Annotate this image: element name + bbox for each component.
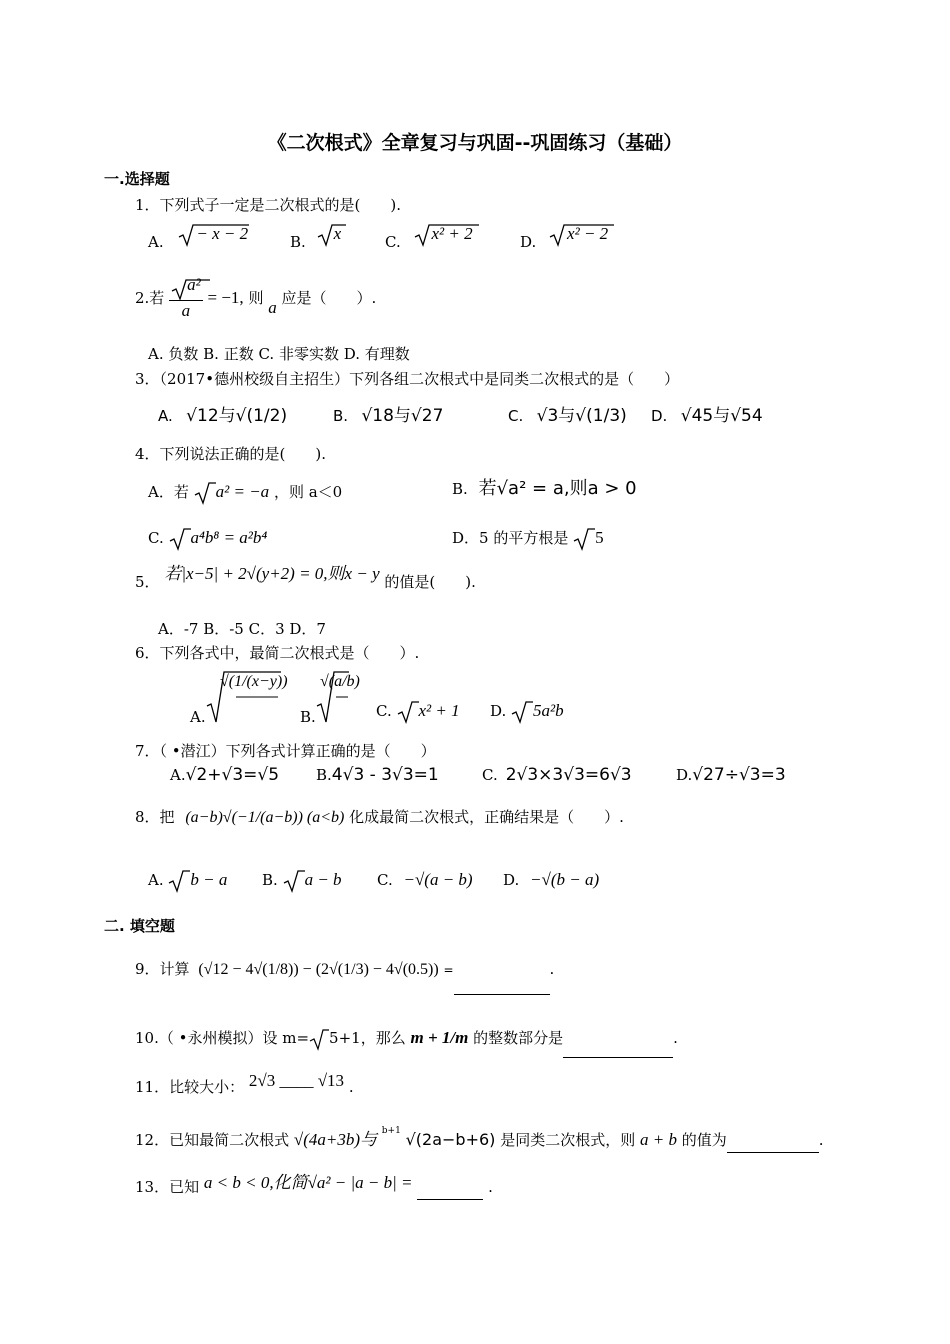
q2-denominator: a: [181, 300, 191, 320]
q6-stem: 6．下列各式中，最简二次根式是（ ）.: [135, 644, 420, 662]
q3-label-d: D.: [651, 407, 668, 425]
q3-stem: 3．（2017•德州校级自主招生）下列各组二次根式中是同类二次根式的是（ ）: [135, 370, 680, 388]
q12-row: [135, 1124, 824, 1153]
q3-b-expr: √18与√27: [361, 406, 444, 426]
q11-expr: 2√3 ____ √13: [248, 1071, 345, 1090]
q1-d-expr: x² − 2: [567, 224, 609, 243]
q4-a-radical-sign: [194, 481, 216, 505]
q6-label-c: C.: [376, 702, 392, 720]
q1-c-expr: x² + 2: [431, 224, 473, 243]
section-fill-heading: 二. 填空题: [104, 917, 175, 935]
q1-option-c: [385, 224, 480, 251]
q8-option-c: [377, 868, 473, 892]
q12-prefix: 12．已知最简二次根式: [135, 1131, 290, 1149]
q4-a-tail: ，则 a＜0: [273, 483, 343, 501]
section-choice-heading: 一.选择题: [104, 170, 170, 188]
q6-d-expr: 5a²b: [533, 701, 564, 720]
q9-dot: .: [549, 960, 555, 978]
q1-option-d: [520, 224, 615, 251]
q4-a-expr: a² = −a: [215, 482, 270, 501]
q3-option-c: [508, 398, 627, 434]
q8-row: [135, 792, 624, 842]
q8-option-b: [262, 868, 342, 893]
q11-row: [135, 1071, 354, 1100]
q1-label-c: C.: [385, 233, 401, 251]
q6-label-d: D.: [490, 702, 507, 720]
q4-c-expr: a⁴b⁸ = a²b⁴: [190, 528, 268, 547]
q3-option-b: [333, 398, 443, 434]
q13-prefix: 13．已知: [135, 1178, 200, 1196]
q10-dot: .: [673, 1029, 678, 1047]
q7-option-c: [482, 764, 632, 786]
q6-b-expr: √(a/b): [320, 673, 360, 690]
page-title: 《二次根式》全章复习与巩固--巩固练习（基础）: [267, 132, 683, 154]
q8-option-a: [148, 868, 227, 893]
q8-label-c: C.: [377, 871, 393, 889]
q9-expr: (√12 − 4√(1/8)) − (2√(1/3) − 4√(0.5)): [198, 961, 439, 978]
q6-option-c: [376, 698, 460, 724]
q7-b-expr: 4√3 - 3√3=1: [331, 765, 439, 785]
q4-label-d: D．5 的平方根是: [452, 529, 569, 547]
q3-label-c: C.: [508, 407, 524, 425]
q1-option-b: [290, 224, 347, 251]
q1-a-radical: [178, 223, 250, 247]
q3-d-expr: √45与√54: [680, 406, 763, 426]
q3-a-expr: √12与√(1/2): [186, 406, 288, 426]
q4-option-a: [148, 479, 342, 505]
q2-tail: 应是（ ）.: [281, 289, 377, 307]
q4-label-a: A．若: [148, 483, 189, 501]
q2-options: A. 负数 B. 正数 C. 非零实数 D. 有理数: [148, 345, 410, 363]
q8-b-radical-sign: [283, 869, 305, 893]
q1-label-b: B.: [290, 233, 306, 251]
q10-tail: 的整数部分是: [473, 1029, 564, 1047]
q7-label-a: A.: [170, 766, 186, 784]
q2-numerator: [169, 277, 203, 300]
q9-row: [135, 944, 554, 994]
q1-label-a: A.: [148, 233, 164, 251]
q7-option-a: [170, 764, 279, 786]
q8-c-expr: −√(a − b): [403, 870, 473, 889]
q4-option-d: [452, 525, 604, 551]
q8-a-radical-sign: [168, 869, 190, 893]
q8-label-a: A.: [148, 871, 164, 889]
q3-label-b: B.: [333, 407, 349, 425]
q1-a-expr: − x − 2: [196, 224, 249, 243]
q2-prefix: 2.若: [135, 289, 165, 307]
q6-c-radical-sign: [397, 700, 419, 724]
q8-tail: 化成最简二次根式，正确结果是（ ）.: [349, 808, 624, 826]
q10-answer-blank: [563, 1043, 673, 1058]
q12-answer-blank: [727, 1138, 819, 1153]
q13-row: [135, 1174, 493, 1200]
q9-equals: =: [443, 963, 454, 977]
q10-mid: +1，那么: [338, 1029, 406, 1047]
q6-label-a: A.: [190, 708, 206, 726]
q1-option-a: [148, 224, 250, 251]
q9-answer-blank: [454, 980, 550, 995]
q2-fraction: [169, 277, 203, 320]
q5-tail: 的值是( ).: [384, 573, 476, 591]
q10-radical-sign: [309, 1028, 329, 1050]
q12-expr2: √(2a−b+6): [405, 1130, 496, 1149]
q8-prefix: 8．把: [135, 808, 175, 826]
q6-d-radical-sign: [511, 700, 533, 724]
q7-label-b: B.: [316, 766, 332, 784]
q1-d-radical: [549, 223, 615, 247]
q4-c-radical-sign: [169, 527, 191, 551]
q8-expr: (a−b)√(−1/(a−b)) (a<b): [185, 809, 345, 826]
q6-label-b: B.: [300, 708, 316, 726]
q7-stem: 7．（ •潜江）下列各式计算正确的是（ ）: [135, 742, 436, 760]
q3-c-expr: √3与√(1/3): [536, 406, 627, 426]
q7-d-expr: √27÷√3=3: [692, 765, 786, 785]
q1-b-radical: [317, 223, 347, 247]
q8-option-d: [503, 868, 599, 892]
q1-stem: 1．下列式子一定是二次根式的是( ).: [135, 196, 402, 214]
q7-option-d: [676, 764, 786, 786]
q8-a-expr: b − a: [190, 870, 228, 889]
q12-mid: 是同类二次根式，则: [500, 1131, 636, 1149]
q4-d-radical-sign: [573, 527, 595, 551]
q13-answer-blank: [417, 1185, 483, 1200]
q11-dot: .: [348, 1078, 354, 1096]
q12-dot: .: [818, 1131, 824, 1149]
q6-c-expr: x² + 1: [418, 701, 460, 720]
q11-prefix: 11．比较大小：: [135, 1078, 245, 1096]
q5-options: A．-7 B．-5 C．3 D．7: [158, 620, 326, 638]
q2-then: 则: [248, 289, 264, 307]
q8-b-expr: a − b: [304, 870, 342, 889]
q6-a-expr: √(1/(x−y)): [220, 673, 288, 690]
q1-label-d: D.: [520, 233, 537, 251]
q7-label-d: D.: [676, 766, 693, 784]
q8-label-b: B.: [262, 871, 278, 889]
q1-b-expr: x: [333, 224, 342, 243]
q4-label-c: C.: [148, 529, 164, 547]
q9-prefix: 9．计算: [135, 960, 190, 978]
q7-option-b: [316, 764, 439, 786]
q7-c-expr: 2√3×3√3=6√3: [505, 765, 632, 785]
q10-prefix: 10.（ •永州模拟）设 m=: [135, 1029, 310, 1047]
q5-num: 5．: [135, 573, 160, 591]
q7-a-expr: √2+√3=√5: [185, 765, 280, 785]
q12-expr3: a + b: [639, 1130, 677, 1149]
q3-label-a: A.: [158, 407, 173, 425]
q4-option-b: [452, 476, 637, 502]
q12-expr1: √(4a+3b)与: [293, 1130, 377, 1149]
q3-option-d: [651, 398, 763, 434]
q10-expr: m + 1/m: [410, 1028, 469, 1047]
q4-b-expr: 若√a² = a,则a > 0: [478, 478, 637, 499]
q5-expr: 若|x−5| + 2√(y+2) = 0,则x − y: [164, 564, 380, 583]
q2-var: a: [268, 298, 277, 317]
q4-label-b: B.: [452, 480, 468, 498]
q2-equals: = −1,: [207, 288, 244, 307]
q4-option-c: [148, 525, 267, 551]
q1-c-radical: [414, 223, 480, 247]
q2-row: [135, 268, 376, 328]
q13-expr: a < b < 0,化简√a² − |a − b| =: [203, 1173, 413, 1192]
q10-row: 10.（ •永州模拟）设 m= 5+1，那么 m + 1/m 的整数部分是 .: [135, 1018, 678, 1058]
q5-row: [135, 564, 476, 596]
q2-num-text: a²: [187, 275, 201, 295]
q6-option-d: [490, 698, 564, 724]
q13-dot: .: [488, 1178, 493, 1196]
q8-d-expr: −√(b − a): [530, 870, 600, 889]
q7-label-c: C.: [482, 766, 498, 784]
q4-stem: 4．下列说法正确的是( ).: [135, 445, 327, 463]
q4-d-expr: 5: [595, 528, 604, 547]
q3-option-a: [158, 398, 287, 434]
q12-tail: 的值为: [681, 1131, 727, 1149]
q8-label-d: D.: [503, 871, 520, 889]
q12-index: b+1: [381, 1126, 401, 1136]
